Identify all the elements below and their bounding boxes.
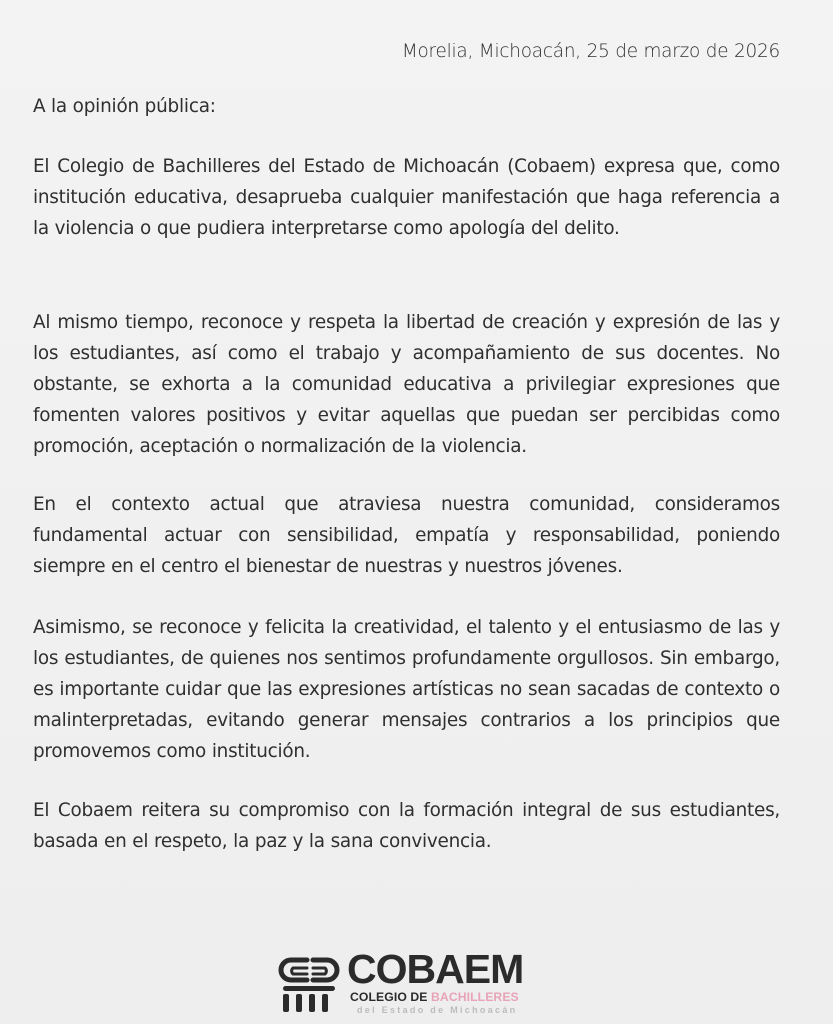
- cobaem-emblem-icon: [277, 952, 341, 1016]
- greeting: A la opinión pública:: [33, 96, 216, 117]
- cobaem-logo: [277, 946, 547, 1020]
- paragraph-2: Al mismo tiempo, reconoce y respeta la libertad de creación y expresión de las y los estudiantes, así como el trabajo y acompañamiento de sus docentes. No obstante, se exhorta a la comunidad educativa a privilegiar expresiones que fomenten valores positivos y evitar aquellas que puedan ser percibidas como promoción, aceptación o normalización de la violencia.: [33, 312, 780, 457]
- logo-subtitle-prefix: COLEGIO DE: [350, 990, 432, 1004]
- logo-subtitle-accent: BACHILLERES: [431, 990, 519, 1004]
- paragraph-3: En el contexto actual que atraviesa nuestra comunidad, consideramos fundamental actuar con sensibilidad, empatía y responsabilidad, poniendo siempre en el centro el bienestar de nuestras y nuestros jóvenes.: [33, 494, 780, 577]
- paragraph-1: El Colegio de Bachilleres del Estado de Michoacán (Cobaem) expresa que, como institución educativa, desaprueba cualquier manifestación que haga referencia a la violencia o que pudiera interpretarse como apología del delito.: [33, 156, 780, 239]
- paragraph-5: El Cobaem reitera su compromiso con la formación integral de sus estudiantes, basada en el respeto, la paz y la sana convivencia.: [33, 800, 780, 852]
- logo-title: COBAEM: [347, 946, 524, 992]
- date-line: Morelia, Michoacán, 25 de marzo de 2026: [401, 41, 780, 62]
- logo-subtitle: [350, 990, 519, 1004]
- logo-subtitle-line2: del Estado de Michoacán: [357, 1005, 518, 1015]
- paragraph-4: Asimismo, se reconoce y felicita la creatividad, el talento y el entusiasmo de las y los estudiantes, de quienes nos sentimos profundamente orgullosos. Sin embargo, es importante cuidar que las expresiones artísticas no sean sacadas de contexto o malinterpretadas, evitando generar mensajes contrarios a los principios que promovemos como institución.: [33, 617, 780, 762]
